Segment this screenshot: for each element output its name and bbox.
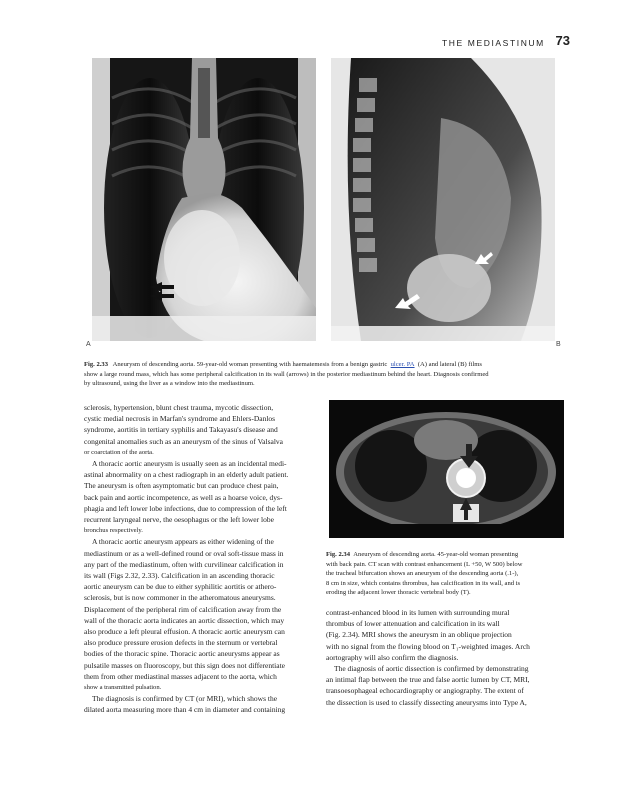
pa-chest-radiograph xyxy=(92,58,316,341)
body-line: show a transmitted pulsation. xyxy=(84,684,162,692)
body-line: bodies of the thoracic spine. Thoracic aortic aneurysms appear as xyxy=(84,649,280,659)
caption-text: 8 cm in size, which contains thrombus, has calcification in its wall, and is xyxy=(326,579,521,587)
caption-text: with back pain. CT scan with contrast enhancement (L +50, W 500) below xyxy=(326,560,523,568)
body-line: (Fig. 2.34). MRI shows the aneurysm in an oblique projection xyxy=(326,630,512,640)
body-line: back pain and aortic incompetence, as well as a hoarse voice, dys- xyxy=(84,492,283,502)
caption-text: the tracheal bifurcation shows an aneurysm of the descending aorta (.1-), xyxy=(326,570,519,578)
body-line: contrast-enhanced blood in its lumen with surrounding mural xyxy=(326,608,510,617)
body-right-column xyxy=(326,607,566,708)
caption-link[interactable]: ulcer. PA xyxy=(390,361,415,368)
body-line: The diagnosis is confirmed by CT (or MRI), which shows the xyxy=(92,694,278,704)
caption-text: eroding the adjacent lower thoracic vertebral body (T). xyxy=(326,589,471,597)
body-line: with no signal from the flowing blood on T₁-weighted images. Arch xyxy=(326,641,530,651)
running-head-title: THE MEDIASTINUM xyxy=(442,38,545,48)
ct-image xyxy=(329,400,564,538)
body-line: its wall (Figs 2.32, 2.33). Calcification in an ascending thoracic xyxy=(84,571,275,581)
body-line: The diagnosis of aortic dissection is confirmed by demonstrating xyxy=(334,664,529,674)
caption-text: (A) and lateral (B) films xyxy=(417,361,482,368)
figure-label: Fig. 2.34 xyxy=(326,551,350,558)
body-line: The aneurysm is often asymptomatic but can produce chest pain, xyxy=(84,481,279,491)
figure-2-34-ct-scan xyxy=(329,400,564,538)
body-line: mediastinum or as a well-defined round or oval soft-tissue mass in xyxy=(84,548,284,558)
body-line: cystic medial necrosis in Marfan's syndrome and Ehlers-Danlos xyxy=(84,414,276,424)
page-number: 73 xyxy=(555,33,570,48)
body-line: aortic aneurysm can be due to either syphilitic aortitis or athero- xyxy=(84,582,277,592)
body-line: sclerosis, but is now commoner in the atheromatous aneurysms. xyxy=(84,593,276,603)
body-line: recurrent laryngeal nerve, the oesophagus or the left lower lobe xyxy=(84,515,274,525)
body-line: Displacement of the peripheral rim of calcification away from the xyxy=(84,604,282,614)
panel-label-a: A xyxy=(86,341,91,348)
body-line: also produce pressure erosion defects in the sternum or vertebral xyxy=(84,638,278,648)
panel-label-b: B xyxy=(556,341,561,348)
body-line: or coarctation of the aorta. xyxy=(84,448,154,456)
caption-text: by ultrasound, using the liver as a window into the mediastinum. xyxy=(84,380,255,388)
lateral-chest-radiograph xyxy=(331,58,555,341)
body-left-column xyxy=(84,402,316,716)
running-head xyxy=(420,33,570,50)
body-line: bronchus respectively. xyxy=(84,527,143,535)
caption-text: show a large round mass, which has some peripheral calcification in its wall (arrows) in the posterior mediastinum behind the heart. Diagnosis confirmed xyxy=(84,370,489,378)
figure-label: Fig. 2.33 xyxy=(84,361,108,368)
body-line: also produce a left pleural effusion. A thoracic aortic aneurysm can xyxy=(84,627,285,637)
body-line: phagia and left lower lobe infections, due to compression of the left xyxy=(84,503,287,513)
body-line: syndrome, aortitis in tertiary syphilis and Takayasu's disease and xyxy=(84,425,278,435)
body-line: wall of the thoracic aorta indicates an aortic dissection, which may xyxy=(84,615,285,625)
caption-text: Aneurysm of descending aorta. 45-year-old woman presenting xyxy=(353,551,519,558)
body-line: aortography will also confirm the diagnosis. xyxy=(326,652,459,662)
figure-2-34-caption xyxy=(326,550,564,598)
body-line: dilated aorta measuring more than 4 cm in diameter and containing xyxy=(84,705,286,715)
figure-2-33-caption xyxy=(84,360,566,389)
caption-text: Aneurysm of descending aorta. 59-year-old woman presenting with haematemesis from a benign gastric xyxy=(112,361,388,368)
body-line: an intimal flap between the true and false aortic lumen by CT, MRI, xyxy=(326,675,530,685)
body-line: them from other mediastinal masses adjacent to the aorta, which xyxy=(84,671,277,681)
body-line: any part of the mediastinum, often with curvilinear calcification in xyxy=(84,559,284,569)
body-line: transoesophageal echocardiography or angiography. The extent of xyxy=(326,686,524,696)
body-line: astinal abnormality on a chest radiograph in an elderly adult patient. xyxy=(84,470,289,480)
figure-2-33-panel-a xyxy=(92,58,316,341)
body-line: A thoracic aortic aneurysm is usually seen as an incidental medi- xyxy=(92,459,287,469)
body-line: pulsatile masses on fluoroscopy, but this sign does not differentiate xyxy=(84,660,286,670)
body-line: A thoracic aortic aneurysm appears as either widening of the xyxy=(92,537,274,547)
body-line: congenital anomalies such as an aneurysm of the sinus of Valsalva xyxy=(84,436,283,446)
body-line: thrombus of lower attenuation and calcification in its wall xyxy=(326,619,500,629)
body-line: sclerosis, hypertension, blunt chest trauma, mycotic dissection, xyxy=(84,403,274,412)
body-line: the dissection is used to classify dissecting aneurysms into Type A, xyxy=(326,697,527,707)
figure-2-33-panel-b xyxy=(331,58,555,341)
